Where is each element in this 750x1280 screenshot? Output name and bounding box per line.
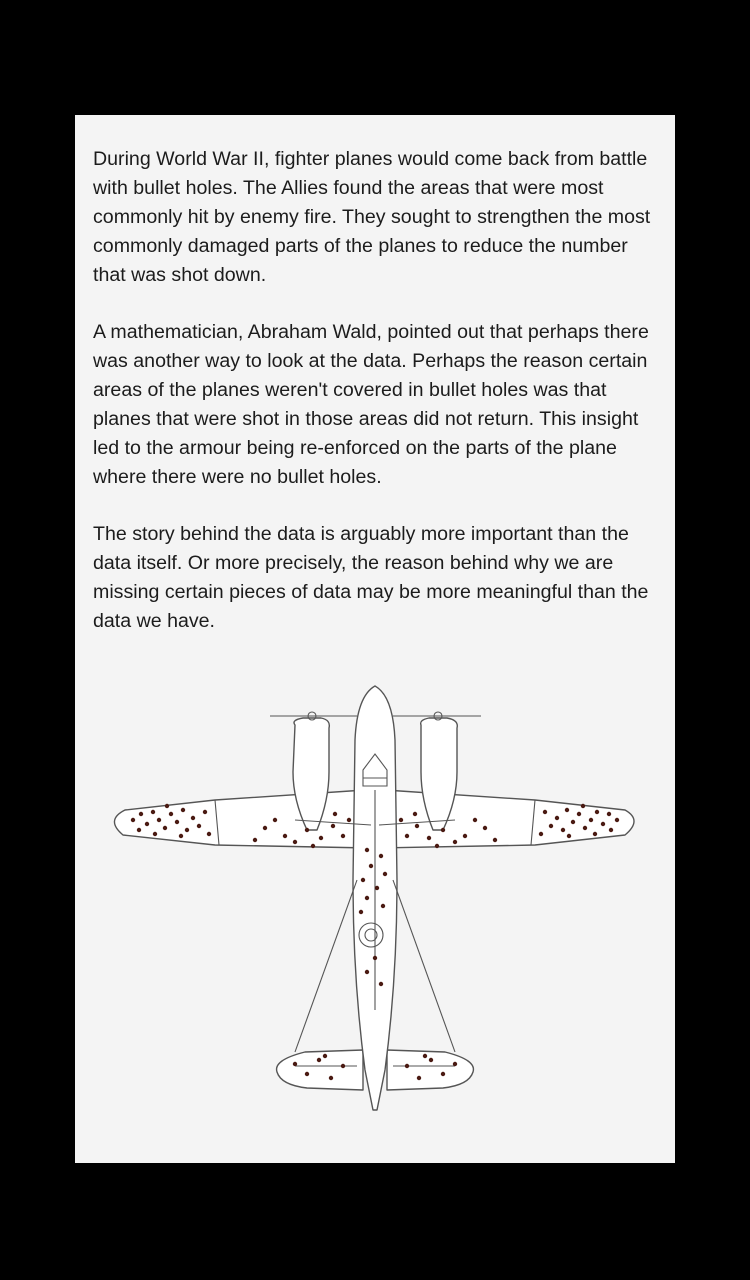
paragraph-2: A mathematician, Abraham Wald, pointed out that perhaps there was another way to look at the data. Perhaps the reason certain areas of the planes weren't covered in bullet holes was that planes that were shot in those areas did not return. This insight led to the armour being re-enforced on the parts of the plane where there were no bullet holes. <box>93 321 649 488</box>
content-card <box>75 115 675 1163</box>
paragraph-1: During World War II, fighter planes would come back from battle with bullet holes. The Allies found the areas that were most commonly hit by enemy fire. They sought to strengthen the most commonly damaged parts of the planes to reduce the number that was shot down. <box>93 148 651 286</box>
airplane-bullet-holes-icon <box>95 680 655 1120</box>
article-text <box>93 145 663 664</box>
paragraph-3: The story behind the data is arguably more important than the data itself. Or more precisely, the reason behind why we are missing certain pieces of data may be more meaningful than the data we have. <box>93 523 649 632</box>
